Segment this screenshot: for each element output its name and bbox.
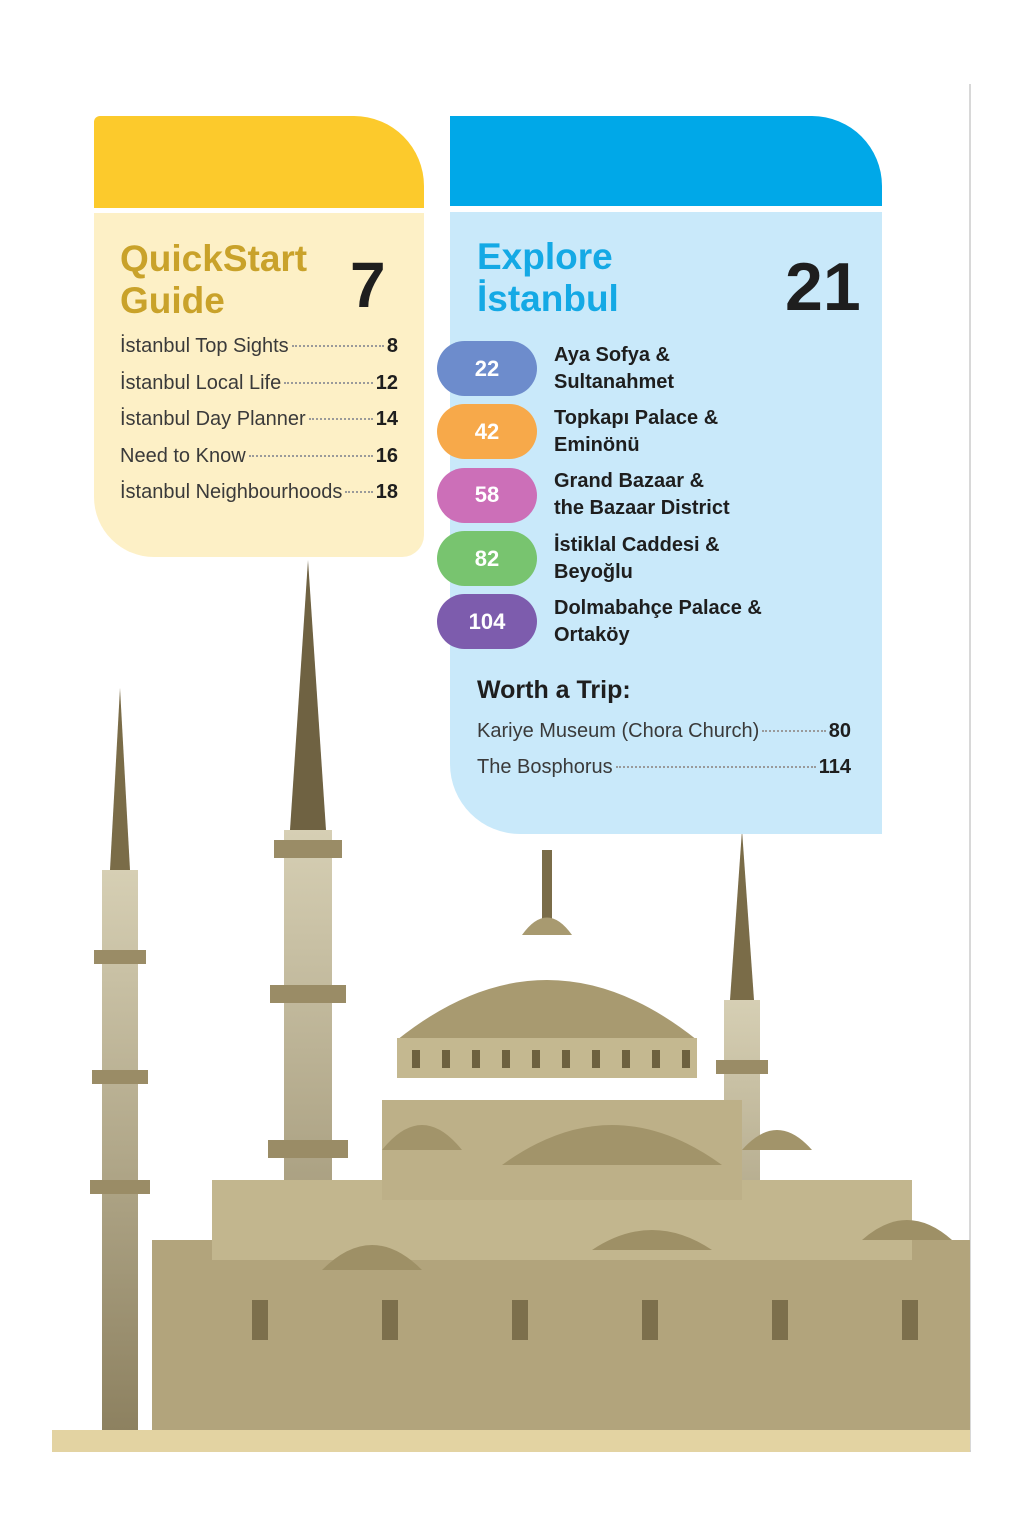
quickstart-item-label: İstanbul Local Life (120, 371, 282, 394)
dot-leader (292, 345, 384, 347)
section-name-line1: Aya Sofya & (554, 343, 670, 366)
section-page-pill: 104 (437, 594, 537, 649)
explore-title-line2: İstanbul (477, 278, 619, 319)
quickstart-item-page: 16 (375, 444, 398, 467)
section-name (554, 532, 804, 586)
section-name (554, 595, 804, 649)
worth-a-trip-list (477, 720, 851, 792)
quickstart-item[interactable] (120, 445, 398, 482)
explore-section-list (437, 337, 804, 653)
section-page-pill: 42 (437, 404, 537, 459)
quickstart-title-line2: Guide (120, 280, 225, 321)
quickstart-item-page: 18 (375, 481, 398, 503)
trip-item-label: The Bosphorus (477, 756, 613, 778)
explore-tab (450, 116, 882, 206)
quickstart-list (120, 335, 398, 518)
section-name-line1: Grand Bazaar & (554, 470, 705, 493)
quickstart-title (120, 238, 340, 322)
section-page-pill: 22 (437, 341, 537, 396)
quickstart-title-line1: QuickStart (120, 238, 308, 279)
section-name-line1: Dolmabahçe Palace & (554, 596, 762, 619)
explore-section-item[interactable] (437, 527, 804, 590)
dot-leader (616, 766, 816, 768)
worth-a-trip-heading: Worth a Trip: (477, 676, 631, 704)
section-name (554, 342, 804, 396)
section-name-line2: the Bazaar District (554, 497, 730, 520)
quickstart-item-page: 8 (386, 335, 398, 357)
section-name-line2: Sultanahmet (554, 370, 675, 393)
quickstart-item-label: İstanbul Day Planner (120, 408, 306, 430)
quickstart-page-number: 7 (350, 249, 386, 321)
quickstart-item-page: 14 (375, 408, 398, 430)
worth-a-trip-item[interactable] (477, 756, 851, 792)
quickstart-item[interactable] (120, 481, 398, 518)
explore-section-item[interactable] (437, 337, 804, 400)
explore-section-item[interactable] (437, 590, 804, 653)
quickstart-item-label: İstanbul Neighbourhoods (120, 481, 343, 503)
quickstart-item-page: 12 (375, 371, 398, 394)
section-name-line2: Beyoğlu (554, 560, 633, 583)
section-name-line2: Eminönü (554, 433, 640, 456)
quickstart-item[interactable] (120, 372, 398, 409)
explore-section-item[interactable] (437, 400, 804, 463)
dot-leader (284, 382, 373, 384)
section-page-pill: 82 (437, 531, 537, 586)
section-page-pill: 58 (437, 468, 537, 523)
trip-item-label: Kariye Museum (Chora Church) (477, 720, 760, 742)
trip-item-page: 114 (818, 756, 851, 778)
quickstart-tab (94, 116, 424, 208)
explore-section-item[interactable] (437, 464, 804, 527)
explore-title-line1: Explore (477, 236, 613, 277)
quickstart-item[interactable] (120, 335, 398, 372)
dot-leader (249, 455, 373, 457)
quickstart-item-label: Need to Know (120, 444, 246, 467)
dot-leader (345, 491, 372, 493)
dot-leader (309, 418, 373, 420)
quickstart-item-label: İstanbul Top Sights (120, 335, 289, 357)
dot-leader (762, 730, 825, 732)
worth-a-trip-item[interactable] (477, 720, 851, 756)
section-name (554, 405, 804, 459)
section-name-line1: İstiklal Caddesi & (554, 533, 720, 556)
explore-title (477, 236, 727, 320)
explore-page-number: 21 (785, 249, 861, 325)
section-name (554, 468, 804, 522)
trip-item-page: 80 (828, 720, 851, 742)
section-name-line1: Topkapı Palace & (554, 406, 719, 429)
quickstart-item[interactable] (120, 408, 398, 445)
section-name-line2: Ortaköy (554, 623, 630, 646)
